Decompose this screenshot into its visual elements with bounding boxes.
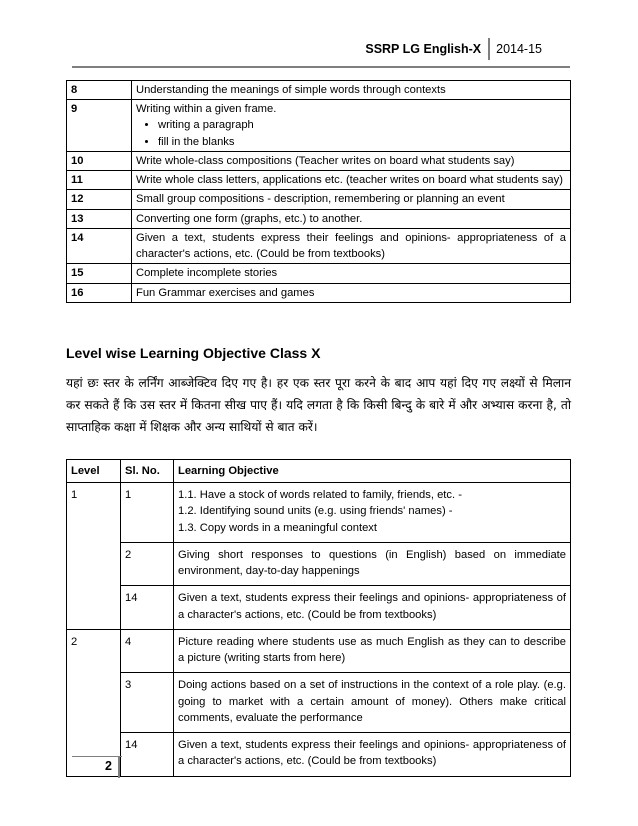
row-number: 15 <box>67 264 132 283</box>
table-row <box>67 483 571 543</box>
objective-line: 1.3. Copy words in a meaningful context <box>178 521 377 534</box>
level-cell: 1 <box>67 483 121 630</box>
row-number: 13 <box>67 209 132 228</box>
row-text: Writing within a given frame. <box>136 103 277 116</box>
row-text: Fun Grammar exercises and games <box>132 283 571 302</box>
table-row <box>67 100 571 152</box>
row-text: Write whole-class compositions (Teacher writes on board what students say) <box>132 151 571 170</box>
objective-cell: Given a text, students express their feelings and opinions- appropriateness of a character's actions, etc. (Could be from textbooks) <box>174 586 571 629</box>
header-objective: Learning Objective <box>174 460 571 483</box>
table-row <box>67 209 571 228</box>
table-row <box>67 733 571 776</box>
list-item: • fill in the blanks <box>158 134 566 150</box>
table-row <box>67 151 571 170</box>
objective-cell: Giving short responses to questions (in English) based on immediate environment, day-to-day happenings <box>174 542 571 585</box>
table-row <box>67 81 571 100</box>
table-row <box>67 629 571 672</box>
objective-line: 1.2. Identifying sound units (e.g. using friends' names) - <box>178 505 453 518</box>
page-footer <box>72 756 120 778</box>
hindi-paragraph: यहां छः स्तर के लर्निंग आब्जेक्टिव दिए गए है। हर एक स्तर पूरा करने के बाद आप यहां दिए गए लक्ष्यों से मिलान कर सकते हैं कि उस स्तर में कितना सीख पाए हैं। यदि लगता है कि किसी बिन्दु के बारे में और अभ्यास करना है, तो साप्ताहिक कक्षा में शिक्षक और अन्य साथियों से बात करें। <box>66 376 571 434</box>
page-number: 2 <box>105 759 112 773</box>
objective-cell: Picture reading where students use as much English as they can to describe a picture (writing starts from here) <box>174 629 571 672</box>
row-text: Write whole class letters, applications etc. (teacher writes on board what students say) <box>132 171 571 190</box>
row-number: 11 <box>67 171 132 190</box>
row-number: 14 <box>67 228 132 263</box>
list-item: • writing a paragraph <box>158 117 566 133</box>
table-row <box>67 586 571 629</box>
row-text: Small group compositions - description, remembering or planning an event <box>132 190 571 209</box>
header-year: 2014-15 <box>496 42 542 56</box>
row-number: 9 <box>67 100 132 152</box>
objectives-table <box>66 459 571 777</box>
table-row <box>67 171 571 190</box>
row-number: 12 <box>67 190 132 209</box>
header-sl-no: Sl. No. <box>121 460 174 483</box>
table-row <box>67 542 571 585</box>
sl-cell: 3 <box>121 673 174 733</box>
row-number: 8 <box>67 81 132 100</box>
row-number: 10 <box>67 151 132 170</box>
sl-cell: 14 <box>121 586 174 629</box>
activities-table <box>66 80 571 303</box>
row-text: Complete incomplete stories <box>132 264 571 283</box>
footer-separator <box>118 756 120 778</box>
table-row <box>67 283 571 302</box>
table-row <box>67 190 571 209</box>
objective-cell <box>174 483 571 543</box>
row-number: 16 <box>67 283 132 302</box>
sl-cell: 14 <box>121 733 174 776</box>
row-text: Converting one form (graphs, etc.) to another. <box>132 209 571 228</box>
row-text: Given a text, students express their feelings and opinions- appropriateness of a character's actions, etc. (Could be from textbooks) <box>132 228 571 263</box>
header-title: SSRP LG English-X <box>365 42 482 56</box>
objective-line: 1.1. Have a stock of words related to family, friends, etc. - <box>178 489 462 502</box>
header-rule <box>72 66 570 68</box>
page-header <box>365 38 542 60</box>
table-row <box>67 673 571 733</box>
header-level: Level <box>67 460 121 483</box>
sl-cell: 1 <box>121 483 174 543</box>
sl-cell: 2 <box>121 542 174 585</box>
header-separator <box>488 38 490 60</box>
table-header-row <box>67 460 571 483</box>
objective-cell: Doing actions based on a set of instructions in the context of a role play. (e.g. going to market with a certain amount of money). Others make critical comments, evaluate the performance <box>174 673 571 733</box>
sl-cell: 4 <box>121 629 174 672</box>
bullet-list <box>136 117 566 149</box>
row-cell <box>132 100 571 152</box>
table-row <box>67 264 571 283</box>
level-cell: 2 <box>67 629 121 776</box>
section-heading: Level wise Learning Objective Class X <box>66 345 321 361</box>
objective-cell: Given a text, students express their feelings and opinions- appropriateness of a character's actions, etc. (Could be from textbooks) <box>174 733 571 776</box>
row-text: Understanding the meanings of simple words through contexts <box>132 81 571 100</box>
table-row <box>67 228 571 263</box>
